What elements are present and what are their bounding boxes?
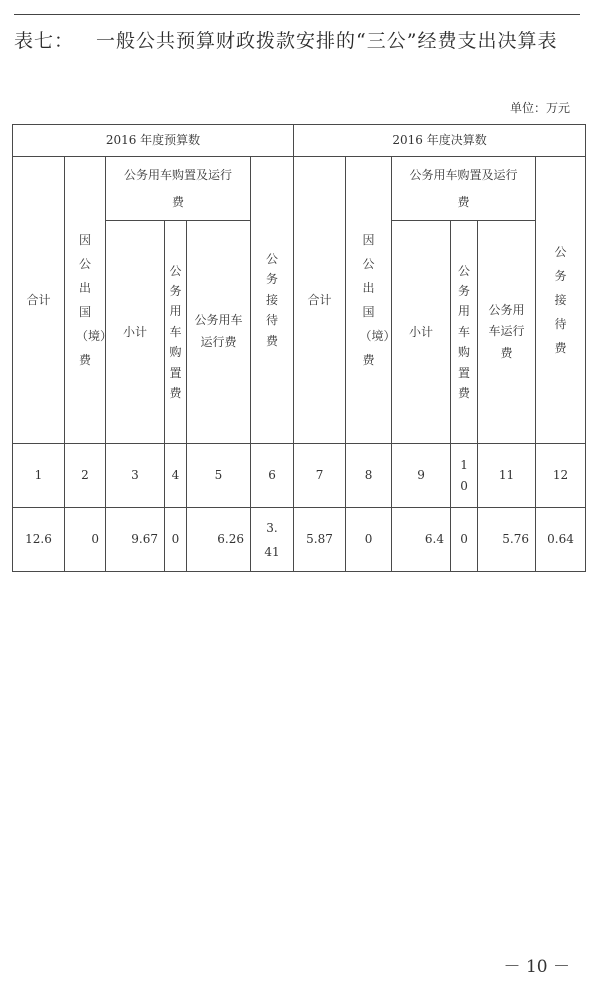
column-number-row [13, 444, 586, 508]
final-group-header: 2016 年度决算数 [294, 125, 586, 157]
col-num-7: 7 [294, 444, 346, 508]
budget-travel-value: 0 [65, 508, 106, 572]
final-vehicle-purchase-header: 公务用车购置费 [451, 221, 478, 444]
header-row-group [13, 125, 586, 157]
budget-group-header: 2016 年度预算数 [13, 125, 294, 157]
col-num-6: 6 [251, 444, 294, 508]
final-vehicle-operation-value: 5.76 [478, 508, 536, 572]
table-title: 一般公共预算财政拨款安排的“三公”经费支出决算表 [96, 30, 558, 52]
final-total-value: 5.87 [294, 508, 346, 572]
col-num-3: 3 [106, 444, 165, 508]
table-label: 表七： [14, 30, 75, 52]
col-num-2: 2 [65, 444, 106, 508]
budget-total-header: 合计 [13, 157, 65, 444]
final-subtotal-value: 6.4 [392, 508, 451, 572]
col-num-10: 10 [451, 444, 478, 508]
final-subtotal-header: 小计 [392, 221, 451, 444]
col-num-8: 8 [346, 444, 392, 508]
col-num-12: 12 [536, 444, 586, 508]
budget-reception-value: 3.41 [251, 508, 294, 572]
final-travel-value: 0 [346, 508, 392, 572]
budget-vehicle-group-header: 公务用车购置及运行费 [106, 157, 251, 221]
budget-vehicle-purchase-value: 0 [165, 508, 187, 572]
budget-subtotal-header: 小计 [106, 221, 165, 444]
col-num-11: 11 [478, 444, 536, 508]
final-travel-header: 因公出国（境）费 [346, 157, 392, 444]
budget-vehicle-operation-header: 公务用车运行费 [187, 221, 251, 444]
final-vehicle-group-header: 公务用车购置及运行费 [392, 157, 536, 221]
final-total-header: 合计 [294, 157, 346, 444]
header-row-top [13, 157, 586, 221]
page-number: － 10 － [503, 957, 570, 977]
col-num-4: 4 [165, 444, 187, 508]
col-num-9: 9 [392, 444, 451, 508]
col-num-1: 1 [13, 444, 65, 508]
unit-label: 单位：万元 [509, 101, 570, 115]
final-vehicle-operation-header: 公务用车运行费 [478, 221, 536, 444]
budget-vehicle-purchase-header: 公务用车购置费 [165, 221, 187, 444]
budget-subtotal-value: 9.67 [106, 508, 165, 572]
final-reception-value: 0.64 [536, 508, 586, 572]
top-rule [14, 14, 580, 15]
budget-travel-header: 因公出国（境）费 [65, 157, 106, 444]
budget-total-value: 12.6 [13, 508, 65, 572]
final-reception-header: 公务接待费 [536, 157, 586, 444]
col-num-5: 5 [187, 444, 251, 508]
expense-table [12, 124, 586, 572]
budget-vehicle-operation-value: 6.26 [187, 508, 251, 572]
document-title [14, 26, 557, 53]
budget-reception-header: 公务接待费 [251, 157, 294, 444]
value-row [13, 508, 586, 572]
final-vehicle-purchase-value: 0 [451, 508, 478, 572]
